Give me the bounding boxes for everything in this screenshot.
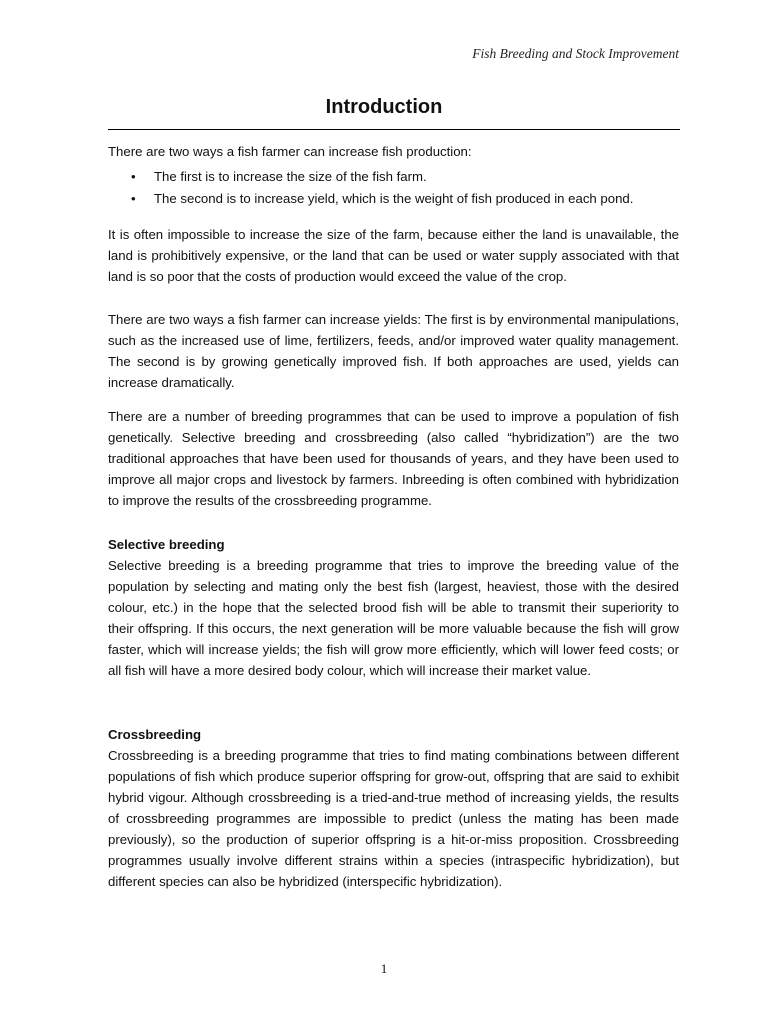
body-paragraph-1: It is often impossible to increase the size of the farm, because either the land is unavailable, the land is prohibitively expensive, or the land that can be used or water supply associated with that land is so poor that the costs of production would exceed the value of the crop. xyxy=(108,227,679,284)
body-paragraph-3: There are a number of breeding programmes that can be used to improve a population of fish genetically. Selective breeding and crossbreeding (also called “hybridization”) are the two traditional approaches that have been used for thousands of years, and they have been used to improve all major crops and livestock by farmers. Inbreeding is often combined with hybridization to improve the results of the crossbreeding programme. xyxy=(108,409,679,508)
bullet-text: The first is to increase the size of the fish farm. xyxy=(154,169,427,184)
bullet-text: The second is to increase yield, which is the weight of fish produced in each pond. xyxy=(154,191,634,206)
running-header: Fish Breeding and Stock Improvement xyxy=(472,46,679,61)
intro-lead-paragraph: There are two ways a fish farmer can increase fish production: xyxy=(108,144,472,159)
title-divider xyxy=(108,129,680,130)
list-item xyxy=(108,188,679,210)
page-title: Introduction xyxy=(325,96,443,118)
body-paragraph-2: There are two ways a fish farmer can increase yields: The first is by environmental manipulations, such as the increased use of lime, fertilizers, feeds, and/or improved water quality management. The second is by growing genetically improved fish. If both approaches are used, yields can increase dramatically. xyxy=(108,312,679,390)
bullet-icon: • xyxy=(131,191,136,206)
bullet-icon: • xyxy=(131,169,136,184)
section-text-crossbreeding: Crossbreeding is a breeding programme that tries to find mating combinations between different populations of fish which produce superior offspring for grow-out, offspring that are said to exhibit hybrid vigour. Although crossbreeding is a tried-and-true method of increasing yields, the results of crossbreeding programmes are impossible to predict (unless the mating has been made previously), so the production of superior offspring is a hit-or-miss proposition. Crossbreeding programmes usually involve different strains within a species (intraspecific hybridization), but different species can also be hybridized (interspecific hybridization). xyxy=(108,748,679,889)
intro-bullet-list xyxy=(108,166,679,210)
section-heading-selective-breeding: Selective breeding xyxy=(108,537,225,552)
page-number: 1 xyxy=(380,961,388,976)
section-text-selective-breeding: Selective breeding is a breeding programme that tries to improve the breeding value of the population by selecting and mating only the best fish (largest, heaviest, those with the desired colour, etc.) in the hope that the selected brood fish will be able to transmit their superiority to their offspring. If this occurs, the next generation will be more valuable because the fish will grow faster, which will increase yields; the fish will grow more efficiently, which will lower feed costs; or all fish will have a more desired body colour, which will increase their market value. xyxy=(108,558,679,678)
list-item xyxy=(108,166,679,188)
section-heading-crossbreeding: Crossbreeding xyxy=(108,727,202,742)
